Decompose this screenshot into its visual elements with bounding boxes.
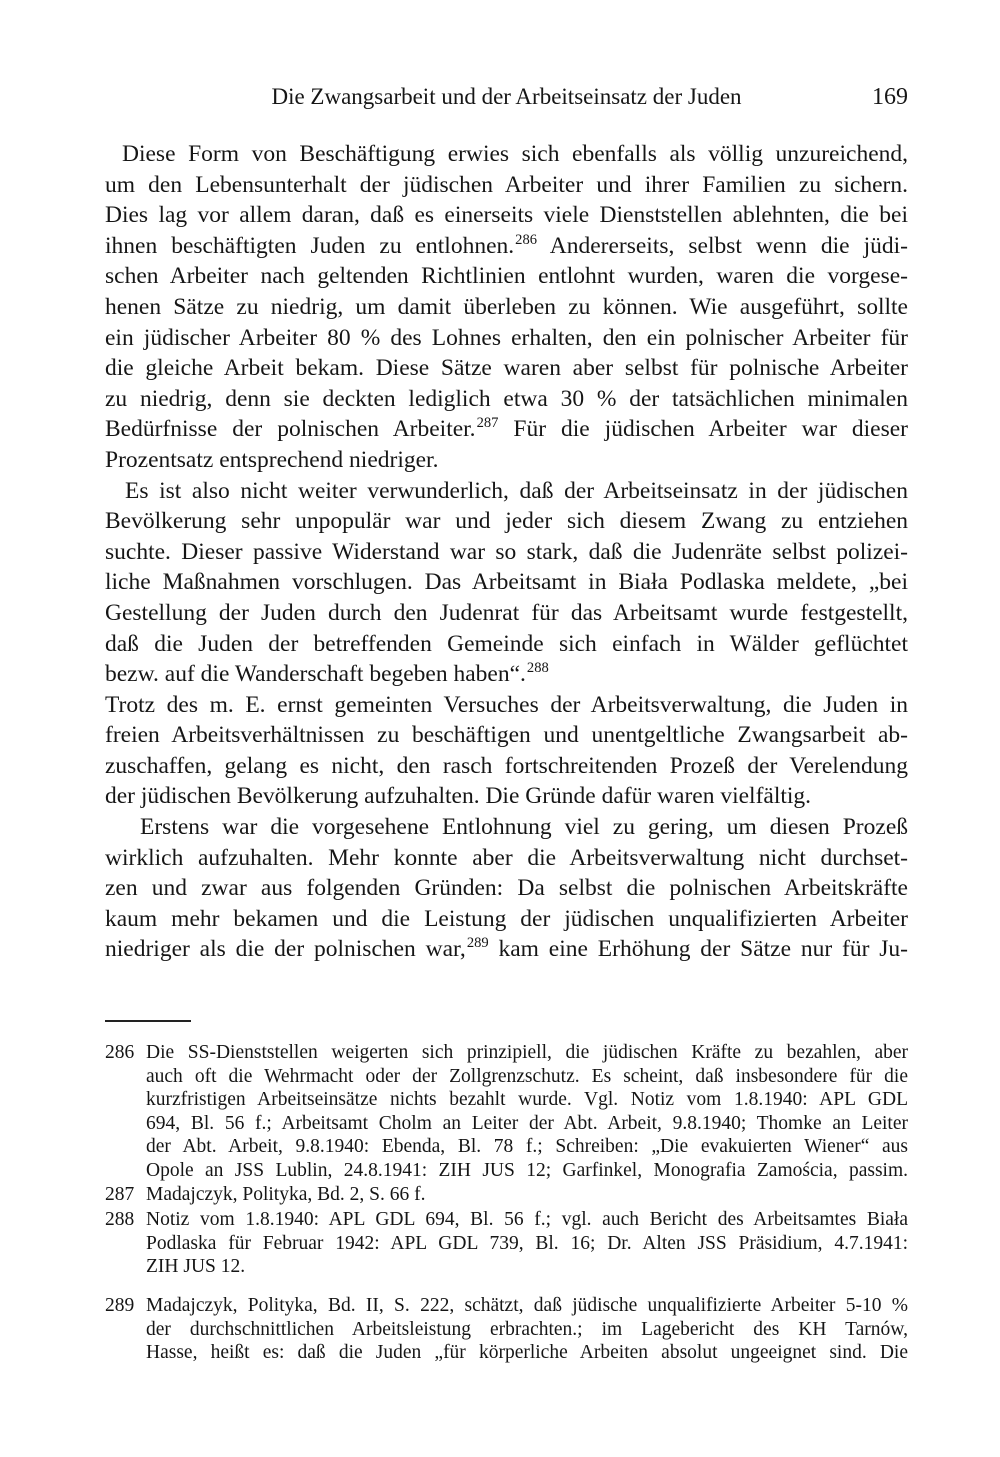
- footnote-line: Podlaska für Februar 1942: APL GDL 739, Bl. 16; Dr. Alten JSS Präsidium, 4.7.1941:: [146, 1232, 908, 1254]
- body-line: um den Lebensunterhalt der jüdischen Arbeiter und ihrer Familien zu sichern.: [105, 171, 908, 198]
- body-line: [105, 414, 908, 445]
- footnote-line: der durchschnittlichen Arbeitsleistung erbrachten.; im Lagebericht des KH Tarnów,: [146, 1318, 908, 1340]
- body-line: [105, 231, 908, 262]
- body-line: zu niedrig, denn sie deckten lediglich etwa 30 % der tatsächlichen minimalen: [105, 385, 908, 412]
- footnote-ref: 287: [476, 415, 499, 432]
- body-line: henen Sätze zu niedrig, um damit überleben zu können. Wie ausgeführt, sollte: [105, 293, 908, 320]
- footnote-number: 288: [105, 1209, 135, 1231]
- footnote: [105, 1208, 908, 1279]
- footnote-ref: 288: [526, 660, 549, 677]
- body-line: schen Arbeiter nach geltenden Richtlinien entlohnt wurden, waren die vorgese-: [105, 263, 908, 290]
- footnotes: [105, 1041, 908, 1365]
- footnote-line: Hasse, heißt es: daß die Juden „für körperliche Arbeiten absolut ungeeignet sind. Die: [146, 1342, 908, 1364]
- body-line: Erstens war die vorgesehene Entlohnung viel zu gering, um diesen Prozeß: [140, 814, 908, 841]
- footnote-line: Notiz vom 1.8.1940: APL GDL 694, Bl. 56 f.; vgl. auch Bericht des Arbeitsamtes Biała: [146, 1209, 908, 1231]
- body-line: wirklich aufzuhalten. Mehr konnte aber die Arbeitsverwaltung nicht durchset-: [105, 844, 908, 871]
- body-line: der jüdischen Bevölkerung aufzuhalten. Die Gründe dafür waren vielfältig.: [105, 783, 812, 810]
- body-line: suchte. Dieser passive Widerstand war so stark, daß die Judenräte selbst polizei-: [105, 538, 908, 565]
- footnote-line: ZIH JUS 12.: [146, 1256, 246, 1278]
- body-line: Es ist also nicht weiter verwunderlich, daß der Arbeitseinsatz in der jüdischen: [125, 477, 908, 504]
- body-line: daß die Juden der betreffenden Gemeinde sich einfach in Wälder geflüchtet: [105, 630, 908, 657]
- body-line: Dies lag vor allem daran, daß es einerseits viele Dienststellen ablehnten, die bei: [105, 202, 908, 229]
- footnote-line: Madajczyk, Polityka, Bd. 2, S. 66 f.: [146, 1183, 426, 1205]
- page-number: 169: [872, 84, 908, 110]
- body-line: kaum mehr bekamen und die Leistung der jüdischen unqualifizierten Arbeiter: [105, 905, 908, 932]
- footnote-ref: 286: [515, 231, 537, 248]
- line-text: Andererseits, selbst wenn die jüdi-: [537, 232, 908, 259]
- footnote-line: kurzfristigen Arbeitseinsätze nichts bezahlt wurde. Vgl. Notiz vom 1.8.1940: APL GDL: [146, 1089, 908, 1111]
- footnote-text: [146, 1041, 908, 1183]
- body-line: Prozentsatz entsprechend niedriger.: [105, 446, 439, 473]
- body-line: Diese Form von Beschäftigung erwies sich ebenfalls als völlig unzureichend,: [122, 141, 908, 167]
- footnote-line: Madajczyk, Polityka, Bd. II, S. 222, schätzt, daß jüdische unqualifizierte Arbeiter 5-10 %: [146, 1294, 908, 1316]
- body-line: freien Arbeitsverhältnissen zu beschäftigen und unentgeltliche Zwangsarbeit ab-: [105, 722, 908, 749]
- body-line: zuschaffen, gelang es nicht, den rasch fortschreitenden Prozeß der Verelendung: [105, 752, 908, 779]
- footnote: [105, 1294, 908, 1365]
- footnote-number: 287: [105, 1183, 135, 1205]
- body-line: ein jüdischer Arbeiter 80 % des Lohnes erhalten, den ein polnischer Arbeiter für: [105, 324, 908, 351]
- footnote-text: [146, 1208, 908, 1279]
- line-text: niedriger als die der polnischen war,: [105, 936, 466, 963]
- footnote-text: [146, 1183, 908, 1207]
- page-header: [105, 80, 908, 114]
- footnote-ref: 289: [466, 935, 489, 952]
- body-line: Gestellung der Juden durch den Judenrat für das Arbeitsamt wurde festgestellt,: [105, 599, 908, 626]
- footnote: [105, 1041, 908, 1183]
- line-text: Bedürfnisse der polnischen Arbeiter.: [105, 416, 476, 443]
- footnote-number: 286: [105, 1042, 135, 1063]
- line-text: kam eine Erhöhung der Sätze nur für Ju-: [488, 936, 908, 963]
- footnote-line: Die SS-Dienststellen weigerten sich prinzipiell, die jüdischen Kräfte zu bezahlen, aber: [146, 1042, 908, 1063]
- body-text: [105, 139, 908, 965]
- footnote-number: 289: [105, 1294, 135, 1316]
- footnote-line: der Abt. Arbeit, 9.8.1940: Ebenda, Bl. 78 f.; Schreiben: „Die evakuierten Wiener“ aus: [146, 1136, 908, 1158]
- body-line: [105, 659, 908, 690]
- line-text: Für die jüdischen Arbeiter war dieser: [498, 416, 908, 443]
- running-title: Die Zwangsarbeit und der Arbeitseinsatz der Juden: [271, 84, 742, 109]
- line-text: ihnen beschäftigten Juden zu entlohnen.: [105, 232, 515, 259]
- body-line: liche Maßnahmen vorschlugen. Das Arbeitsamt in Biała Podlaska meldete, „bei: [105, 569, 908, 596]
- body-line: Trotz des m. E. ernst gemeinten Versuches der Arbeitsverwaltung, die Juden in: [105, 691, 908, 718]
- footnote-line: 694, Bl. 56 f.; Arbeitsamt Cholm an Leiter der Abt. Arbeit, 9.8.1940; Thomke an Leiter: [146, 1112, 908, 1134]
- footnote: [105, 1183, 908, 1207]
- body-line: [105, 934, 908, 965]
- footnote-line: Opole an JSS Lublin, 24.8.1941: ZIH JUS 12; Garfinkel, Monografia Zamościa, passim.: [146, 1159, 908, 1181]
- body-line: Bevölkerung sehr unpopulär war und jeder sich diesem Zwang zu entziehen: [105, 508, 908, 535]
- footnote-line: auch oft die Wehrmacht oder der Zollgrenzschutz. Es scheint, daß insbesondere für die: [146, 1065, 908, 1087]
- line-text: bezw. auf die Wanderschaft begeben haben“.: [105, 661, 526, 688]
- body-line: die gleiche Arbeit bekam. Diese Sätze waren aber selbst für polnische Arbeiter: [105, 355, 908, 382]
- footnote-text: [146, 1294, 908, 1365]
- body-line: zen und zwar aus folgenden Gründen: Da selbst die polnischen Arbeitskräfte: [105, 875, 908, 902]
- footnote-separator: [105, 1020, 191, 1022]
